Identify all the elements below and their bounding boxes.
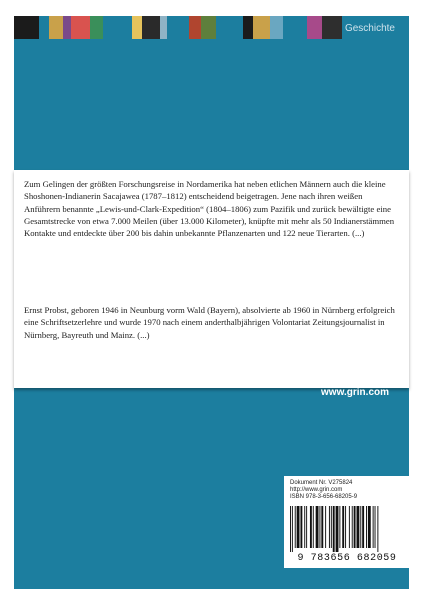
blurb-text: Zum Gelingen der größten Forschungsreise in Nordamerika hat neben etlichen Männern auch die kleine Shoshonen-Indianerin Sacajawea (1787–1812) entscheidend beigetragen. Jene nach ihren weißen Anführern benannte „Lewis-und-Clark-Expedition“ (1804–1806) zum Pazifik und zurück bewältigte eine Gesamtstrecke von etwa 7.000 Meilen (über 13.000 Kilometer), knüpfte mit mehr als 50 Indianerstämmen Kontakte und entdeckte über 200 bis dahin unbekannte Pflanzenarten und 122 neue Tierarten. (...)	[24, 179, 395, 239]
barcode-bar	[310, 506, 312, 548]
barcode-bar	[319, 506, 320, 548]
barcode-bar	[313, 506, 314, 548]
barcode-bar	[349, 506, 350, 548]
barcode-bar	[321, 506, 323, 548]
barcode-bar	[354, 506, 356, 548]
barcode-bar	[375, 506, 376, 548]
barcode-bar	[316, 506, 319, 548]
barcode-bar	[336, 506, 339, 552]
color-stripe	[39, 16, 49, 39]
barcode-bar	[377, 506, 378, 552]
barcode-bar	[360, 506, 361, 548]
barcode-bar	[297, 506, 300, 548]
barcode-bar	[342, 506, 344, 548]
color-stripe	[201, 16, 216, 39]
color-stripe	[71, 16, 91, 39]
isbn-number: ISBN 978-3-656-68205-9	[290, 494, 358, 501]
author-bio-text: Ernst Probst, geboren 1946 in Neunburg vorm Wald (Bayern), absolvierte ab 1960 in Nürnberg erfolgreich eine Schriftsetzerlehre und wurde 1970 nach einem anderthalbjährigen Volontariat Zeitungsjournalist in Nürnberg, Bayreuth und Mainz. (...)	[24, 305, 395, 340]
cover-background	[14, 16, 409, 589]
ean-digits: 9 783656 682059	[297, 553, 397, 564]
barcode-bar	[357, 506, 360, 548]
category-label: Geschichte	[344, 23, 395, 34]
color-stripe	[103, 16, 133, 39]
barcode-bar	[362, 506, 364, 548]
barcode-bar	[331, 506, 332, 548]
color-stripe	[63, 16, 70, 39]
color-stripe	[189, 16, 201, 39]
color-stripe	[90, 16, 102, 39]
barcode-bar	[292, 506, 293, 552]
color-stripe	[14, 16, 39, 39]
barcode-bar	[306, 506, 307, 548]
color-stripe	[49, 16, 64, 39]
barcode-bar	[368, 506, 371, 548]
barcode-bar	[339, 506, 340, 548]
barcode-bar	[373, 506, 374, 548]
barcode-bar	[295, 506, 296, 548]
publisher-website: www.grin.com	[321, 387, 389, 398]
barcode-bar	[290, 506, 291, 552]
color-stripe	[167, 16, 189, 39]
document-info	[290, 480, 357, 502]
barcode-bar	[366, 506, 367, 548]
color-stripe	[142, 16, 159, 39]
document-number: Dokument Nr. V275824	[290, 480, 353, 486]
publisher-url: http://www.grin.com	[290, 487, 343, 494]
color-stripe	[132, 16, 142, 39]
barcode-bar	[300, 506, 302, 548]
color-stripe	[322, 16, 342, 39]
color-stripe	[270, 16, 282, 39]
color-stripe	[307, 16, 322, 39]
barcode-image	[288, 506, 406, 552]
barcode-bar	[325, 506, 326, 548]
color-stripe-bar	[14, 16, 342, 39]
color-stripe	[216, 16, 243, 39]
barcode-bar	[333, 506, 335, 552]
barcode-bar	[304, 506, 305, 548]
color-stripe	[253, 16, 270, 39]
barcode-box	[284, 476, 410, 568]
description-panel	[14, 170, 409, 388]
barcode-bar	[352, 506, 353, 548]
color-stripe	[243, 16, 253, 39]
color-stripe	[160, 16, 167, 39]
color-stripe	[283, 16, 308, 39]
barcode-bar	[329, 506, 330, 548]
barcode-bar	[345, 506, 346, 548]
